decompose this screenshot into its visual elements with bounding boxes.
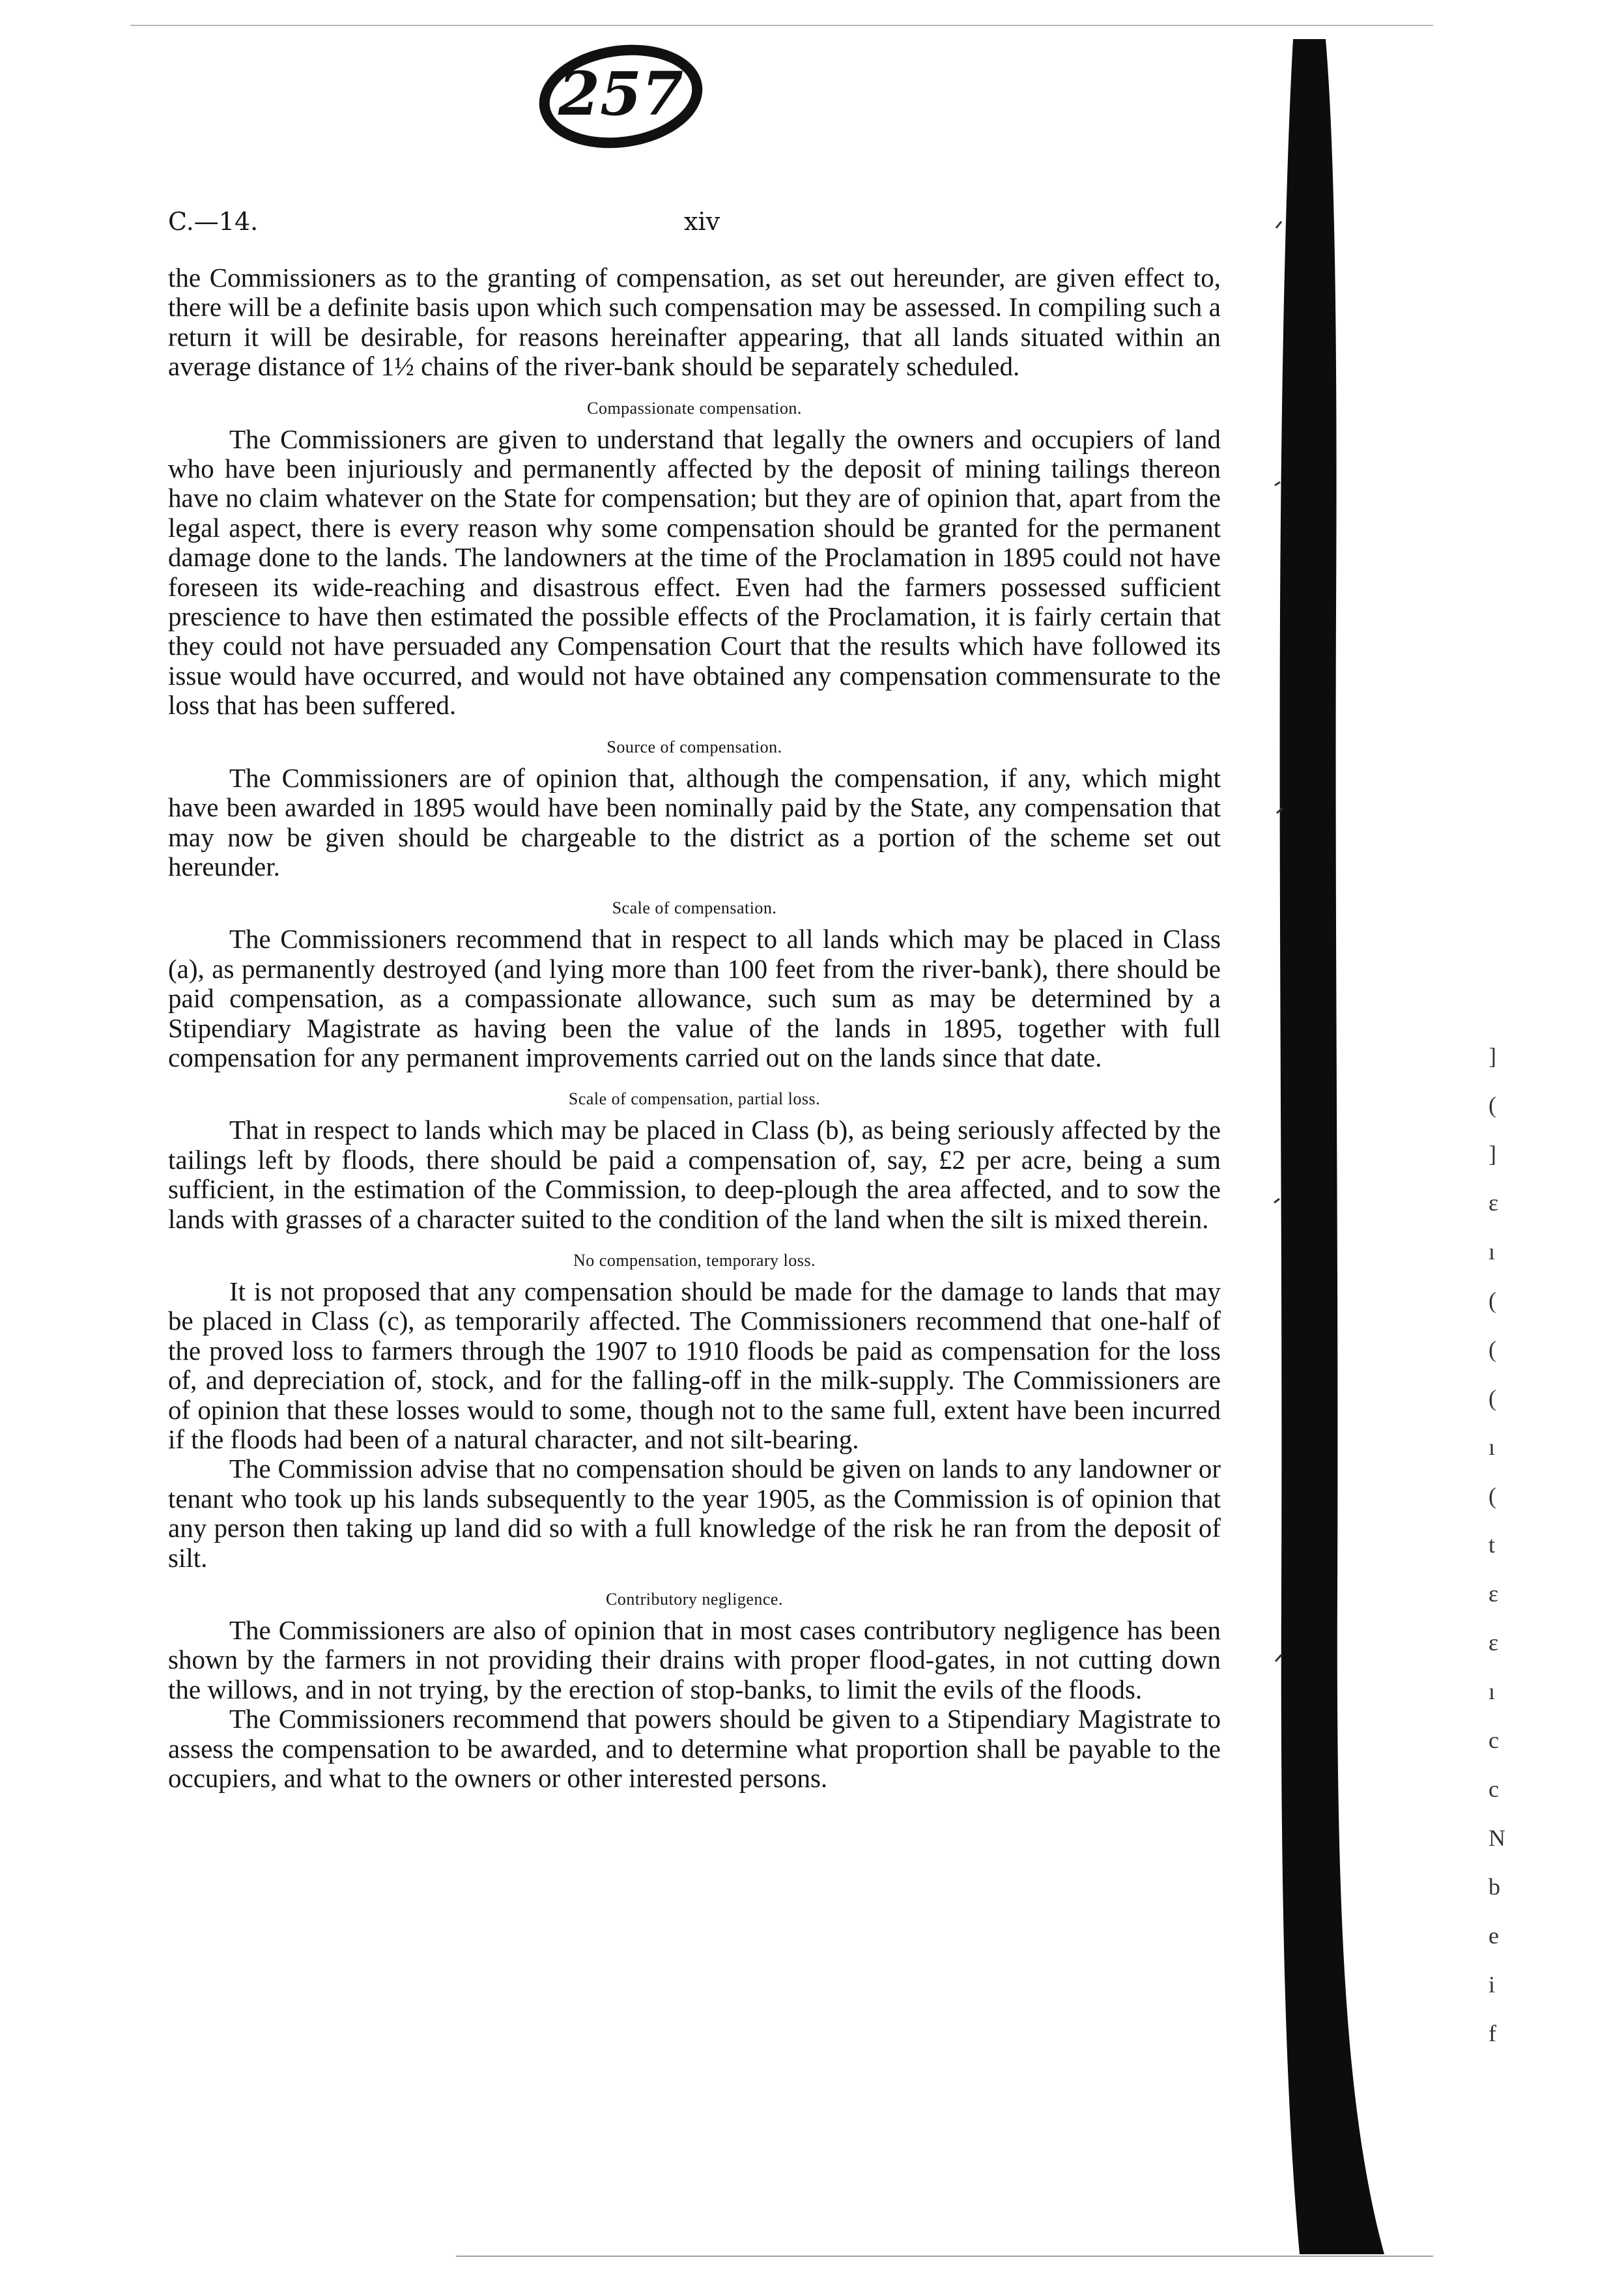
page-number: xiv xyxy=(684,207,720,236)
margin-fragment: ɛ xyxy=(1489,1190,1499,1216)
section-heading: Scale of compensation. xyxy=(612,898,777,918)
margin-fragment: e xyxy=(1489,1923,1499,1949)
margin-fragment: ( xyxy=(1489,1385,1496,1411)
section-heading: Contributory negligence. xyxy=(606,1590,783,1609)
bottom-rule xyxy=(456,2256,1433,2257)
section-heading: No compensation, temporary loss. xyxy=(573,1250,816,1270)
margin-fragment: ( xyxy=(1489,1483,1496,1509)
page-header xyxy=(168,207,1210,240)
section-heading: Scale of compensation, partial loss. xyxy=(568,1089,821,1109)
margin-fragment: f xyxy=(1489,2020,1496,2046)
paragraph: The Commissioners recommend that in respect to all lands which may be placed in Class (a), as permanently destroyed (and lying more than 100 feet from the river-bank), there should be paid compensation, as a compassionate allowance, such sum as may be determined by a Stipendiary Magistrate as having been the value of the lands in 1895, together with full compensation for any permanent improvements carried out on the lands since that date. xyxy=(168,924,1221,1072)
margin-fragment: ɛ xyxy=(1489,1581,1499,1607)
paragraph: The Commission advise that no compensation should be given on lands to any landowner or tenant who took up his lands subsequently to the year 1905, as the Commission is of opinion that any person then taking up land did so with a full knowledge of the risk he ran from the deposit of silt. xyxy=(168,1454,1221,1573)
document-body xyxy=(168,263,1221,1793)
section-heading: Compassionate compensation. xyxy=(587,398,802,418)
paragraph: That in respect to lands which may be placed in Class (b), as being seriously affected by the tailings left by floods, there should be paid a compensation of, say, £2 per acre, being a sum sufficient, in the estimation of the Commission, to deep-plough the area affected, and to sow the lands with grasses of a character suited to the condition of the land when the silt is mixed therein. xyxy=(168,1115,1221,1234)
paragraph: The Commissioners are given to understand that legally the owners and occupiers of land who have been injuriously and permanently affected by the deposit of mining tailings thereon have no claim whatever on the State for compensation; but they are of opinion that, apart from the legal aspect, there is every reason why some compensation should be granted for the permanent damage done to the lands. The landowners at the time of the Proclamation in 1895 could not have foreseen its wide-reaching and disastrous effect. Even had the farmers possessed sufficient prescience to have then estimated the possible effects of the Proclamation, it is fairly certain that they could not have persuaded any Compensation Court that the results which have followed its issue would have occurred, and would not have obtained any compensation commensurate to the loss that has been suffered. xyxy=(168,423,1221,721)
paragraph: the Commissioners as to the granting of compensation, as set out hereunder, are given effect to, there will be a definite basis upon which such compensation may be assessed. In compiling such a return it will be desirable, for reasons hereinafter appearing, that all lands situated within an average distance of 1½ chains of the river-bank should be separately scheduled. xyxy=(168,263,1221,382)
margin-fragment: N xyxy=(1489,1825,1505,1851)
page-stamp xyxy=(531,31,707,155)
margin-fragment: t xyxy=(1489,1532,1496,1558)
margin-fragment: ( xyxy=(1489,1092,1496,1118)
document-reference: C.—14. xyxy=(168,207,259,236)
margin-fragment: ( xyxy=(1489,1336,1496,1362)
binding-shadow xyxy=(1274,26,1404,2267)
margin-fragment: b xyxy=(1489,1874,1500,1900)
margin-fragment: ı xyxy=(1489,1239,1496,1265)
margin-fragment: ı xyxy=(1489,1678,1496,1704)
margin-fragment: ( xyxy=(1489,1287,1496,1313)
margin-fragment: c xyxy=(1489,1776,1499,1802)
paragraph: It is not proposed that any compensation should be made for the damage to lands that may be placed in Class (c), as temporarily affected. The Commissioners recommend that one-half of the proved loss to farmers through the 1907 to 1910 floods be paid as compensation for the loss of, and depreciation of, stock, and for the falling-off in the milk-supply. The Commissioners are of opinion that these losses would to some, though not to the same full, extent have been incurred if the floods had been of a natural character, and not silt-bearing. xyxy=(168,1276,1221,1454)
paragraph: The Commissioners are of opinion that, although the compensation, if any, which might have been awarded in 1895 would have been nominally paid by the State, any compensation that may now be given should be chargeable to the district as a portion of the scheme set out hereunder. xyxy=(168,762,1221,882)
margin-fragment: ] xyxy=(1489,1141,1496,1167)
margin-fragment: ɛ xyxy=(1489,1629,1499,1656)
margin-fragment: c xyxy=(1489,1727,1499,1753)
paragraph: The Commissioners recommend that powers should be given to a Stipendiary Magistrate to assess the compensation to be awarded, and to determine what proportion shall be payable to the occupiers, and what to the owners or other interested persons. xyxy=(168,1704,1221,1794)
margin-fragment: ] xyxy=(1489,1043,1496,1069)
paragraph: The Commissioners are also of opinion that in most cases contributory negligence has been shown by the farmers in not providing their drains with proper flood-gates, in not cutting down the willows, and in not trying, by the erection of stop-banks, to limit the evils of the floods. xyxy=(168,1615,1221,1704)
stamp-number: 257 xyxy=(558,59,684,129)
top-rule xyxy=(130,25,1433,26)
margin-fragment: ı xyxy=(1489,1434,1496,1460)
margin-fragment: i xyxy=(1489,1971,1496,1998)
section-heading: Source of compensation. xyxy=(606,737,782,756)
